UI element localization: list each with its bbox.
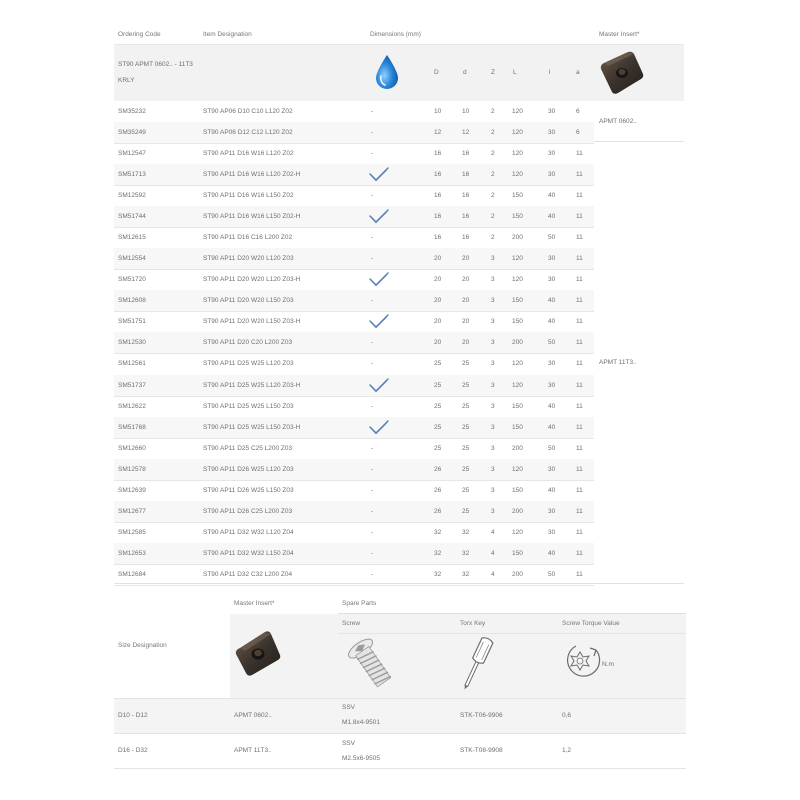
cell-ordering-code: SM12639 <box>118 486 146 494</box>
cell-L: 150 <box>512 549 523 557</box>
family-code-line1: ST90 APMT 0602.. - 11T3 <box>118 61 193 68</box>
cell-ordering-code: SM51713 <box>118 171 146 179</box>
cell-l: 50 <box>548 570 556 578</box>
cell-item-designation: ST90 AP11 D25 W25 L120 Z03 <box>203 360 294 368</box>
cell-L: 120 <box>512 129 523 137</box>
cell-L: 120 <box>512 108 523 115</box>
cell-D: 16 <box>434 213 442 221</box>
cell-item-designation: ST90 AP06 D12 C12 L120 Z02 <box>203 129 293 137</box>
cell-ordering-code: SM12530 <box>118 339 146 347</box>
cell-coolant: - <box>371 297 374 305</box>
cell-item-designation: ST90 AP11 D16 W16 L150 Z02 <box>203 192 294 200</box>
cell-d: 25 <box>462 444 470 452</box>
master-insert-group-2: APMT 11T3.. <box>599 359 637 366</box>
cell-d: 20 <box>462 297 470 305</box>
cell-d: 25 <box>462 402 470 410</box>
cell-d: 16 <box>462 171 470 179</box>
cell-L: 150 <box>512 213 523 221</box>
cell-d: 10 <box>462 108 470 115</box>
cell-coolant: - <box>371 129 374 137</box>
cell-ordering-code: SM35249 <box>118 129 146 137</box>
cell-coolant: - <box>371 360 374 368</box>
cell-L: 150 <box>512 486 523 494</box>
cell-ordering-code: SM12578 <box>118 465 146 473</box>
cell-a: 11 <box>576 381 583 389</box>
spare-torx-key: STK-T06-9906 <box>460 712 503 719</box>
spare-screw-code: M1.8x4-9501 <box>342 719 380 726</box>
cell-ordering-code: SM12547 <box>118 150 146 158</box>
cell-D: 12 <box>434 129 442 137</box>
cell-ordering-code: SM12677 <box>118 507 146 515</box>
cell-L: 150 <box>512 192 523 200</box>
spare-insert: APMT 0602.. <box>234 712 272 719</box>
cell-item-designation: ST90 AP11 D20 W20 L120 Z03-H <box>203 276 301 284</box>
cell-coolant: - <box>371 108 374 115</box>
cell-d: 20 <box>462 255 470 263</box>
cell-item-designation: ST90 AP11 D20 C20 L200 Z03 <box>203 339 293 347</box>
water-drop-icon <box>374 54 400 90</box>
cell-ordering-code: SM12585 <box>118 528 146 536</box>
spare-torque: 1,2 <box>562 747 572 754</box>
cell-L: 150 <box>512 402 523 410</box>
cell-ordering-code: SM51744 <box>118 213 146 221</box>
cell-a: 6 <box>576 129 580 137</box>
spare-header-screw-torque: Screw Torque Value <box>562 620 620 627</box>
cell-l: 50 <box>548 234 556 242</box>
cell-a: 11 <box>576 507 583 515</box>
cell-ordering-code: SM12653 <box>118 549 146 557</box>
cell-coolant: - <box>371 402 374 410</box>
header-master-insert: Master Insert* <box>599 31 640 38</box>
spare-header-spare-parts: Spare Parts <box>342 600 377 607</box>
cell-L: 120 <box>512 255 523 263</box>
cell-Z: 2 <box>491 192 495 200</box>
cell-ordering-code: SM51751 <box>118 318 146 326</box>
cell-l: 30 <box>548 171 556 179</box>
cell-ordering-code: SM12554 <box>118 255 146 263</box>
cell-L: 120 <box>512 465 523 473</box>
screw-icon <box>342 636 402 694</box>
coolant-check-icon <box>368 419 390 435</box>
cell-l: 30 <box>548 255 556 263</box>
torx-key-icon <box>456 634 496 696</box>
coolant-check-icon <box>368 208 390 224</box>
cell-D: 26 <box>434 486 442 494</box>
dim-header-l: l <box>549 69 551 76</box>
cell-item-designation: ST90 AP11 D16 W16 L150 Z02-H <box>203 213 301 221</box>
cell-D: 25 <box>434 381 442 389</box>
cell-d: 25 <box>462 486 470 494</box>
cell-Z: 2 <box>491 150 495 158</box>
cell-Z: 3 <box>491 465 495 473</box>
cell-L: 200 <box>512 234 523 242</box>
master-insert-group-1: APMT 0602.. <box>599 118 637 125</box>
cell-a: 11 <box>576 360 583 368</box>
cell-a: 11 <box>576 234 583 242</box>
cell-d: 25 <box>462 381 470 389</box>
cell-d: 32 <box>462 549 470 557</box>
cell-l: 50 <box>548 444 556 452</box>
cell-d: 25 <box>462 423 470 431</box>
cell-l: 40 <box>548 297 556 305</box>
cell-item-designation: ST90 AP11 D20 W20 L150 Z03-H <box>203 318 301 326</box>
cell-a: 11 <box>576 444 583 452</box>
cell-d: 25 <box>462 360 470 368</box>
cell-item-designation: ST90 AP11 D16 C16 L200 Z02 <box>203 234 293 242</box>
cell-ordering-code: SM12561 <box>118 360 146 368</box>
cell-Z: 2 <box>491 213 495 221</box>
spare-header-master-insert: Master Insert* <box>234 600 275 607</box>
cell-a: 11 <box>576 465 583 473</box>
spare-size: D10 - D12 <box>118 712 148 719</box>
cell-d: 20 <box>462 318 470 326</box>
cell-coolant: - <box>371 486 374 494</box>
spare-insert: APMT 11T3.. <box>234 747 272 754</box>
cell-l: 30 <box>548 507 556 515</box>
cell-item-designation: ST90 AP11 D26 W25 L150 Z03 <box>203 486 294 494</box>
spare-screw-code: M2.5x6-9505 <box>342 755 380 762</box>
cell-D: 32 <box>434 528 442 536</box>
coolant-check-icon <box>368 377 390 393</box>
cell-coolant: - <box>371 507 374 515</box>
cell-item-designation: ST90 AP11 D20 W20 L120 Z03 <box>203 255 294 263</box>
master-insert-image <box>598 49 648 97</box>
cell-Z: 4 <box>491 528 495 536</box>
cell-L: 120 <box>512 150 523 158</box>
cell-L: 200 <box>512 570 523 578</box>
cell-D: 20 <box>434 255 442 263</box>
cell-a: 11 <box>576 171 583 179</box>
cell-item-designation: ST90 AP11 D26 W25 L120 Z03 <box>203 465 294 473</box>
dim-header-Z: Z <box>491 69 495 76</box>
cell-L: 120 <box>512 381 523 389</box>
cell-L: 120 <box>512 528 523 536</box>
cell-a: 11 <box>576 276 583 284</box>
cell-coolant: - <box>371 150 374 158</box>
cell-l: 30 <box>548 528 556 536</box>
header-item-designation: Item Designation <box>203 31 252 38</box>
cell-ordering-code: SM51720 <box>118 276 146 284</box>
cell-l: 40 <box>548 423 556 431</box>
cell-L: 200 <box>512 507 523 515</box>
cell-l: 40 <box>548 213 556 221</box>
cell-a: 11 <box>576 213 583 221</box>
cell-L: 120 <box>512 276 523 284</box>
spare-torque: 0,6 <box>562 712 572 719</box>
cell-a: 11 <box>576 423 583 431</box>
header-ordering-code: Ordering Code <box>118 31 161 38</box>
cell-L: 120 <box>512 360 523 368</box>
cell-Z: 4 <box>491 570 495 578</box>
cell-D: 25 <box>434 402 442 410</box>
family-row <box>114 45 594 101</box>
cell-l: 30 <box>548 150 556 158</box>
cell-L: 200 <box>512 339 523 347</box>
cell-item-designation: ST90 AP11 D16 W16 L120 Z02 <box>203 150 294 158</box>
cell-ordering-code: SM51737 <box>118 381 146 389</box>
cell-L: 150 <box>512 297 523 305</box>
cell-item-designation: ST90 AP11 D32 C32 L200 Z04 <box>203 570 293 578</box>
cell-Z: 3 <box>491 318 495 326</box>
cell-ordering-code: SM51768 <box>118 423 146 431</box>
cell-Z: 2 <box>491 129 495 137</box>
cell-Z: 2 <box>491 171 495 179</box>
spare-header-screw: Screw <box>342 620 361 627</box>
cell-item-designation: ST90 AP11 D25 W25 L120 Z03-H <box>203 381 301 389</box>
cell-Z: 3 <box>491 360 495 368</box>
cell-ordering-code: SM12608 <box>118 297 146 305</box>
cell-Z: 4 <box>491 549 495 557</box>
cell-l: 40 <box>548 486 556 494</box>
cell-coolant: - <box>371 234 374 242</box>
cell-L: 150 <box>512 318 523 326</box>
cell-a: 11 <box>576 339 583 347</box>
cell-d: 12 <box>462 129 470 137</box>
cell-l: 30 <box>548 276 556 284</box>
cell-a: 11 <box>576 297 583 305</box>
cell-Z: 3 <box>491 402 495 410</box>
cell-D: 20 <box>434 297 442 305</box>
cell-item-designation: ST90 AP11 D25 C25 L200 Z03 <box>203 444 293 452</box>
cell-coolant: - <box>371 444 374 452</box>
cell-D: 25 <box>434 423 442 431</box>
cell-Z: 3 <box>491 507 495 515</box>
cell-l: 40 <box>548 402 556 410</box>
cell-d: 25 <box>462 507 470 515</box>
cell-L: 150 <box>512 423 523 431</box>
spare-header-torx-key: Torx Key <box>460 620 486 627</box>
cell-item-designation: ST90 AP11 D25 W25 L150 Z03-H <box>203 423 301 431</box>
cell-D: 10 <box>434 108 442 115</box>
cell-d: 16 <box>462 234 470 242</box>
cell-D: 26 <box>434 507 442 515</box>
family-code-line2: KRLY <box>118 77 135 84</box>
cell-D: 16 <box>434 150 442 158</box>
cell-D: 16 <box>434 171 442 179</box>
cell-d: 20 <box>462 339 470 347</box>
cell-D: 26 <box>434 465 442 473</box>
cell-item-designation: ST90 AP11 D25 W25 L150 Z03 <box>203 402 294 410</box>
spare-header-size-designation: Size Designation <box>118 642 167 649</box>
coolant-check-icon <box>368 166 390 182</box>
cell-item-designation: ST90 AP11 D20 W20 L150 Z03 <box>203 297 294 305</box>
cell-a: 11 <box>576 549 583 557</box>
cell-a: 6 <box>576 108 580 115</box>
spare-size: D16 - D32 <box>118 747 148 754</box>
spare-row <box>114 699 686 733</box>
dim-header-L: L <box>513 69 517 76</box>
dim-header-D: D <box>434 69 439 76</box>
cell-a: 11 <box>576 402 583 410</box>
cell-coolant: - <box>371 339 374 347</box>
cell-a: 11 <box>576 255 583 263</box>
cell-d: 16 <box>462 213 470 221</box>
coolant-check-icon <box>368 271 390 287</box>
cell-l: 50 <box>548 339 556 347</box>
cell-d: 20 <box>462 276 470 284</box>
cell-item-designation: ST90 AP11 D26 C25 L200 Z03 <box>203 507 293 515</box>
cell-coolant: - <box>371 528 374 536</box>
cell-ordering-code: SM35232 <box>118 108 146 115</box>
coolant-check-icon <box>368 313 390 329</box>
cell-D: 20 <box>434 276 442 284</box>
cell-l: 40 <box>548 192 556 200</box>
spare-screw-type: SSV <box>342 740 356 747</box>
cell-l: 30 <box>548 360 556 368</box>
cell-D: 32 <box>434 549 442 557</box>
cell-Z: 3 <box>491 255 495 263</box>
cell-coolant: - <box>371 465 374 473</box>
cell-Z: 3 <box>491 339 495 347</box>
cell-D: 16 <box>434 192 442 200</box>
cell-ordering-code: SM12684 <box>118 570 146 578</box>
cell-D: 20 <box>434 318 442 326</box>
cell-coolant: - <box>371 570 374 578</box>
torque-unit: N.m <box>602 661 614 668</box>
cell-l: 30 <box>548 129 556 137</box>
cell-Z: 2 <box>491 234 495 242</box>
cell-item-designation: ST90 AP11 D32 W32 L120 Z04 <box>203 528 294 536</box>
cell-D: 25 <box>434 360 442 368</box>
spare-screw-type: SSV <box>342 704 356 711</box>
cell-l: 30 <box>548 381 556 389</box>
spare-torx-key: STK-T08-9908 <box>460 747 503 754</box>
cell-L: 200 <box>512 444 523 452</box>
cell-d: 16 <box>462 192 470 200</box>
cell-coolant: - <box>371 192 374 200</box>
cell-Z: 3 <box>491 297 495 305</box>
cell-ordering-code: SM12592 <box>118 192 146 200</box>
cell-Z: 3 <box>491 444 495 452</box>
cell-Z: 3 <box>491 381 495 389</box>
cell-ordering-code: SM12622 <box>118 402 146 410</box>
master-insert-image-spare <box>232 628 284 678</box>
cell-l: 40 <box>548 318 556 326</box>
cell-d: 25 <box>462 465 470 473</box>
cell-item-designation: ST90 AP06 D10 C10 L120 Z02 <box>203 108 293 115</box>
cell-a: 11 <box>576 150 583 158</box>
cell-item-designation: ST90 AP11 D16 W16 L120 Z02-H <box>203 171 301 179</box>
cell-a: 11 <box>576 486 583 494</box>
dim-header-d: d <box>463 69 467 76</box>
cell-l: 40 <box>548 549 556 557</box>
cell-ordering-code: SM12615 <box>118 234 146 242</box>
cell-a: 11 <box>576 570 583 578</box>
cell-d: 32 <box>462 528 470 536</box>
cell-D: 16 <box>434 234 442 242</box>
cell-Z: 3 <box>491 276 495 284</box>
cell-l: 30 <box>548 108 556 115</box>
cell-Z: 3 <box>491 486 495 494</box>
cell-D: 20 <box>434 339 442 347</box>
cell-D: 25 <box>434 444 442 452</box>
cell-a: 11 <box>576 192 583 200</box>
dim-header-a: a <box>576 69 580 76</box>
cell-a: 11 <box>576 318 583 326</box>
cell-Z: 3 <box>491 423 495 431</box>
cell-D: 32 <box>434 570 442 578</box>
header-dimensions: Dimensions (mm) <box>370 31 421 38</box>
cell-l: 30 <box>548 465 556 473</box>
cell-L: 120 <box>512 171 523 179</box>
cell-Z: 2 <box>491 108 495 115</box>
cell-coolant: - <box>371 255 374 263</box>
cell-d: 16 <box>462 150 470 158</box>
cell-a: 11 <box>576 528 583 536</box>
cell-ordering-code: SM12660 <box>118 444 146 452</box>
cell-coolant: - <box>371 549 374 557</box>
cell-item-designation: ST90 AP11 D32 W32 L150 Z04 <box>203 549 294 557</box>
cell-d: 32 <box>462 570 470 578</box>
